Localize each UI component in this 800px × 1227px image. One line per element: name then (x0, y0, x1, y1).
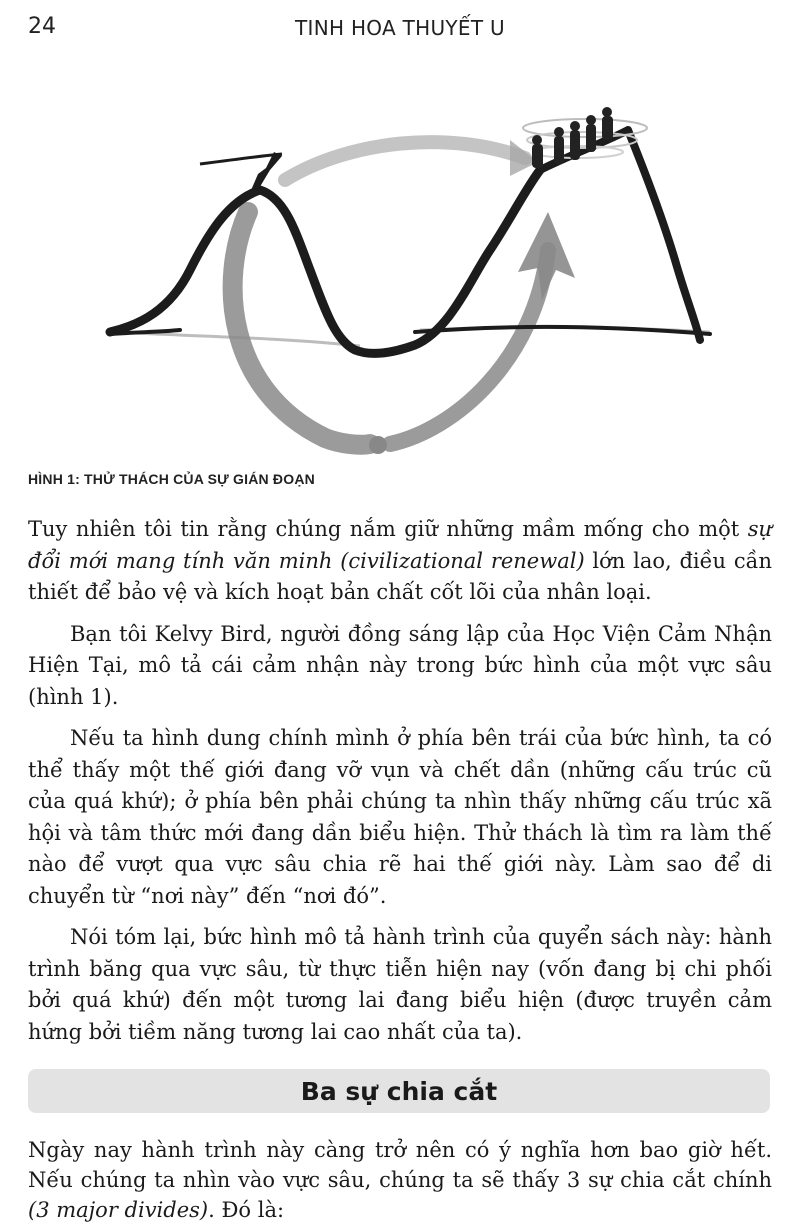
paragraph-1-emphasis: sự đổi mới mang tính văn minh (civilizational renewal) (28, 517, 772, 573)
right-cliff (540, 130, 700, 340)
figure-caption: HÌNH 1: THỬ THÁCH CỦA SỰ GIÁN ĐOẠN (28, 471, 315, 487)
abyss-illustration (70, 100, 730, 460)
section-heading-bar (28, 1069, 770, 1113)
right-ground (415, 327, 710, 334)
page-number: 24 (28, 14, 56, 39)
paragraph-5 (28, 1135, 772, 1225)
paragraph-5-text-a: Ngày nay hành trình này càng trở nên có ý nghĩa hơn bao giờ hết. Nếu chúng ta nhìn vào vực sâu, chúng ta sẽ thấy 3 sự chia cắt chính (28, 1138, 772, 1192)
leap-arc (285, 142, 525, 180)
u-arrow-head (518, 212, 575, 300)
section-title: Ba sự chia cắt (300, 1076, 498, 1106)
running-title: TINH HOA THUYẾT U (294, 16, 505, 40)
chasm-outline (110, 170, 540, 353)
body-text (28, 514, 772, 1048)
u-arrow-dot (369, 436, 387, 454)
paragraph-4: Nói tóm lại, bức hình mô tả hành trình của quyển sách này: hành trình băng qua vực sâu, từ thực tiễn hiện nay (vốn đang bị chi phối bởi quá khứ) đến một tương lai đang biểu hiện (được truyền cảm hứng bởi tiềm năng tương lai cao nhất của ta). (28, 925, 772, 1044)
section-body-text (28, 1135, 772, 1225)
paragraph-1-text-a: Tuy nhiên tôi tin rằng chúng nắm giữ những mầm mống cho một (28, 517, 748, 541)
paragraph-2: Bạn tôi Kelvy Bird, người đồng sáng lập của Học Viện Cảm Nhận Hiện Tại, mô tả cái cảm nhận này trong bức hình của một vực sâu (hình 1). (28, 621, 772, 709)
paragraph-1 (28, 514, 772, 609)
paragraph-3: Nếu ta hình dung chính mình ở phía bên trái của bức hình, ta có thể thấy một thế giới đang vỡ vụn và chết dần (những cấu trúc cũ của quá khứ); ở phía bên phải chúng ta nhìn thấy những cấu trúc xã hội và tâm thức mới đang dần biểu hiện. Thử thách là tìm ra làm thế nào để vượt qua vực sâu chia rẽ hai thế giới này. Làm sao để di chuyển từ “nơi này” đến “nơi đó”. (28, 726, 772, 908)
paragraph-5-text-b: . Đó là: (208, 1198, 285, 1222)
paragraph-1-text-b: lớn lao, điều cần thiết để bảo vệ và kích hoạt bản chất cốt lõi của nhân loại. (28, 548, 772, 604)
paragraph-5-emphasis: (3 major divides) (28, 1198, 209, 1222)
